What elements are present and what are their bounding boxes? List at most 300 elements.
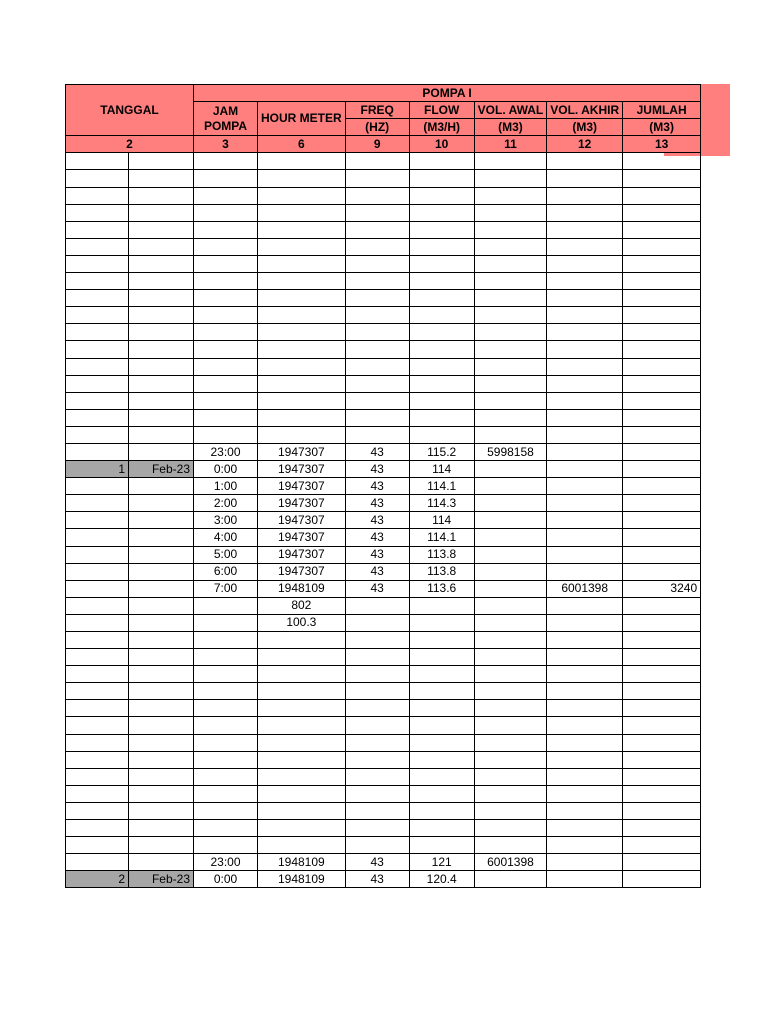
freq-cell[interactable] — [345, 255, 409, 272]
hour-meter-cell[interactable] — [258, 221, 346, 238]
hour-meter-cell[interactable] — [258, 375, 346, 392]
freq-cell[interactable] — [345, 717, 409, 734]
hour-meter-cell[interactable] — [258, 290, 346, 307]
jam-pompa-cell[interactable] — [194, 802, 258, 819]
flow-cell[interactable] — [409, 717, 474, 734]
date-cell[interactable] — [129, 700, 194, 717]
hour-meter-cell[interactable] — [258, 341, 346, 358]
row-number-cell[interactable] — [66, 187, 129, 204]
jam-pompa-cell[interactable] — [194, 649, 258, 666]
freq-cell[interactable] — [345, 837, 409, 854]
jumlah-cell[interactable] — [623, 461, 701, 478]
vol-awal-cell[interactable] — [474, 820, 547, 837]
flow-cell[interactable] — [409, 170, 474, 187]
jam-pompa-cell[interactable] — [194, 324, 258, 341]
vol-akhir-cell[interactable] — [547, 717, 623, 734]
freq-cell[interactable] — [345, 238, 409, 255]
hour-meter-cell[interactable] — [258, 153, 346, 170]
jumlah-cell[interactable] — [623, 512, 701, 529]
vol-awal-cell[interactable] — [474, 683, 547, 700]
date-cell[interactable] — [129, 529, 194, 546]
vol-akhir-cell[interactable] — [547, 221, 623, 238]
row-number-cell[interactable] — [66, 238, 129, 255]
vol-akhir-cell[interactable] — [547, 341, 623, 358]
hour-meter-cell[interactable]: 1947307 — [258, 443, 346, 460]
row-number-cell[interactable] — [66, 717, 129, 734]
date-cell[interactable] — [129, 632, 194, 649]
vol-awal-cell[interactable] — [474, 307, 547, 324]
freq-cell[interactable] — [345, 700, 409, 717]
vol-awal-cell[interactable] — [474, 666, 547, 683]
hour-meter-cell[interactable] — [258, 358, 346, 375]
vol-awal-cell[interactable] — [474, 837, 547, 854]
jam-pompa-cell[interactable] — [194, 820, 258, 837]
date-cell[interactable] — [129, 580, 194, 597]
vol-awal-cell[interactable] — [474, 512, 547, 529]
row-number-cell[interactable] — [66, 170, 129, 187]
date-cell[interactable] — [129, 204, 194, 221]
freq-cell[interactable] — [345, 204, 409, 221]
vol-awal-cell[interactable] — [474, 734, 547, 751]
freq-cell[interactable] — [345, 153, 409, 170]
flow-cell[interactable] — [409, 632, 474, 649]
hour-meter-cell[interactable]: 1947307 — [258, 512, 346, 529]
freq-cell[interactable]: 43 — [345, 854, 409, 871]
vol-awal-cell[interactable] — [474, 324, 547, 341]
row-number-cell[interactable] — [66, 563, 129, 580]
freq-cell[interactable]: 43 — [345, 871, 409, 888]
jam-pompa-cell[interactable]: 7:00 — [194, 580, 258, 597]
vol-awal-cell[interactable] — [474, 255, 547, 272]
vol-akhir-cell[interactable] — [547, 307, 623, 324]
jam-pompa-cell[interactable] — [194, 341, 258, 358]
vol-akhir-cell[interactable] — [547, 409, 623, 426]
flow-cell[interactable] — [409, 221, 474, 238]
date-cell[interactable] — [129, 563, 194, 580]
freq-cell[interactable] — [345, 785, 409, 802]
flow-cell[interactable]: 115.2 — [409, 443, 474, 460]
date-cell[interactable] — [129, 392, 194, 409]
row-number-cell[interactable] — [66, 358, 129, 375]
freq-cell[interactable] — [345, 341, 409, 358]
row-number-cell[interactable] — [66, 512, 129, 529]
vol-awal-cell[interactable] — [474, 204, 547, 221]
vol-akhir-cell[interactable] — [547, 512, 623, 529]
hour-meter-cell[interactable] — [258, 837, 346, 854]
jumlah-cell[interactable] — [623, 375, 701, 392]
jumlah-cell[interactable] — [623, 324, 701, 341]
vol-akhir-cell[interactable] — [547, 597, 623, 614]
flow-cell[interactable] — [409, 768, 474, 785]
vol-akhir-cell[interactable] — [547, 170, 623, 187]
row-number-cell[interactable] — [66, 649, 129, 666]
row-number-cell[interactable] — [66, 495, 129, 512]
row-number-cell[interactable] — [66, 768, 129, 785]
freq-cell[interactable] — [345, 187, 409, 204]
jumlah-cell[interactable] — [623, 358, 701, 375]
vol-awal-cell[interactable] — [474, 409, 547, 426]
row-number-cell[interactable] — [66, 341, 129, 358]
jam-pompa-cell[interactable] — [194, 700, 258, 717]
hour-meter-cell[interactable] — [258, 273, 346, 290]
row-number-cell[interactable] — [66, 375, 129, 392]
freq-cell[interactable] — [345, 375, 409, 392]
hour-meter-cell[interactable] — [258, 768, 346, 785]
vol-awal-cell[interactable] — [474, 478, 547, 495]
flow-cell[interactable] — [409, 273, 474, 290]
date-cell[interactable] — [129, 768, 194, 785]
hour-meter-cell[interactable] — [258, 187, 346, 204]
vol-awal-cell[interactable]: 5998158 — [474, 443, 547, 460]
flow-cell[interactable]: 114.1 — [409, 478, 474, 495]
date-cell[interactable] — [129, 290, 194, 307]
hour-meter-cell[interactable]: 1947307 — [258, 529, 346, 546]
row-number-cell[interactable] — [66, 854, 129, 871]
freq-cell[interactable] — [345, 820, 409, 837]
date-cell[interactable] — [129, 375, 194, 392]
vol-akhir-cell[interactable] — [547, 273, 623, 290]
vol-awal-cell[interactable] — [474, 290, 547, 307]
freq-cell[interactable] — [345, 683, 409, 700]
jumlah-cell[interactable] — [623, 785, 701, 802]
jumlah-cell[interactable] — [623, 700, 701, 717]
row-number-cell[interactable] — [66, 837, 129, 854]
vol-akhir-cell[interactable] — [547, 495, 623, 512]
freq-cell[interactable]: 43 — [345, 478, 409, 495]
jam-pompa-cell[interactable] — [194, 597, 258, 614]
vol-awal-cell[interactable] — [474, 358, 547, 375]
jam-pompa-cell[interactable]: 0:00 — [194, 461, 258, 478]
vol-awal-cell[interactable] — [474, 717, 547, 734]
hour-meter-cell[interactable]: 1947307 — [258, 563, 346, 580]
jumlah-cell[interactable] — [623, 495, 701, 512]
freq-cell[interactable] — [345, 170, 409, 187]
jam-pompa-cell[interactable] — [194, 734, 258, 751]
jam-pompa-cell[interactable] — [194, 632, 258, 649]
vol-awal-cell[interactable] — [474, 170, 547, 187]
flow-cell[interactable] — [409, 683, 474, 700]
jam-pompa-cell[interactable] — [194, 426, 258, 443]
vol-akhir-cell[interactable] — [547, 546, 623, 563]
jumlah-cell[interactable] — [623, 153, 701, 170]
jumlah-cell[interactable] — [623, 221, 701, 238]
jam-pompa-cell[interactable] — [194, 221, 258, 238]
freq-cell[interactable]: 43 — [345, 563, 409, 580]
date-cell[interactable] — [129, 307, 194, 324]
vol-awal-cell[interactable] — [474, 273, 547, 290]
jumlah-cell[interactable] — [623, 717, 701, 734]
jumlah-cell[interactable] — [623, 563, 701, 580]
row-number-cell[interactable] — [66, 820, 129, 837]
vol-awal-cell[interactable] — [474, 221, 547, 238]
hour-meter-cell[interactable]: 802 — [258, 597, 346, 614]
vol-akhir-cell[interactable] — [547, 392, 623, 409]
hour-meter-cell[interactable]: 1947307 — [258, 478, 346, 495]
vol-akhir-cell[interactable] — [547, 871, 623, 888]
jumlah-cell[interactable] — [623, 854, 701, 871]
jam-pompa-cell[interactable]: 3:00 — [194, 512, 258, 529]
vol-awal-cell[interactable] — [474, 563, 547, 580]
row-number-cell[interactable] — [66, 666, 129, 683]
jam-pompa-cell[interactable] — [194, 409, 258, 426]
vol-akhir-cell[interactable] — [547, 854, 623, 871]
vol-awal-cell[interactable] — [474, 632, 547, 649]
flow-cell[interactable] — [409, 700, 474, 717]
freq-cell[interactable] — [345, 802, 409, 819]
jumlah-cell[interactable] — [623, 683, 701, 700]
flow-cell[interactable] — [409, 324, 474, 341]
vol-akhir-cell[interactable] — [547, 802, 623, 819]
jam-pompa-cell[interactable] — [194, 717, 258, 734]
freq-cell[interactable] — [345, 734, 409, 751]
hour-meter-cell[interactable] — [258, 802, 346, 819]
jam-pompa-cell[interactable] — [194, 238, 258, 255]
vol-akhir-cell[interactable] — [547, 478, 623, 495]
freq-cell[interactable] — [345, 409, 409, 426]
hour-meter-cell[interactable] — [258, 734, 346, 751]
jam-pompa-cell[interactable] — [194, 392, 258, 409]
jumlah-cell[interactable] — [623, 666, 701, 683]
flow-cell[interactable]: 114 — [409, 512, 474, 529]
vol-akhir-cell[interactable]: 6001398 — [547, 580, 623, 597]
date-cell[interactable] — [129, 358, 194, 375]
vol-awal-cell[interactable] — [474, 546, 547, 563]
date-cell[interactable] — [129, 683, 194, 700]
vol-awal-cell[interactable]: 6001398 — [474, 854, 547, 871]
date-cell[interactable] — [129, 170, 194, 187]
date-cell[interactable] — [129, 751, 194, 768]
jam-pompa-cell[interactable]: 23:00 — [194, 854, 258, 871]
jumlah-cell[interactable] — [623, 204, 701, 221]
jam-pompa-cell[interactable]: 6:00 — [194, 563, 258, 580]
freq-cell[interactable] — [345, 426, 409, 443]
jumlah-cell[interactable] — [623, 871, 701, 888]
jam-pompa-cell[interactable] — [194, 768, 258, 785]
freq-cell[interactable] — [345, 768, 409, 785]
vol-akhir-cell[interactable] — [547, 238, 623, 255]
row-number-cell[interactable] — [66, 802, 129, 819]
jumlah-cell[interactable] — [623, 529, 701, 546]
flow-cell[interactable]: 113.8 — [409, 563, 474, 580]
jumlah-cell[interactable] — [623, 426, 701, 443]
row-number-cell[interactable] — [66, 273, 129, 290]
freq-cell[interactable] — [345, 273, 409, 290]
freq-cell[interactable] — [345, 614, 409, 631]
freq-cell[interactable] — [345, 307, 409, 324]
date-cell[interactable] — [129, 324, 194, 341]
vol-awal-cell[interactable] — [474, 700, 547, 717]
jumlah-cell[interactable] — [623, 443, 701, 460]
vol-akhir-cell[interactable] — [547, 768, 623, 785]
jumlah-cell[interactable] — [623, 170, 701, 187]
vol-awal-cell[interactable] — [474, 871, 547, 888]
vol-akhir-cell[interactable] — [547, 820, 623, 837]
date-cell[interactable] — [129, 409, 194, 426]
hour-meter-cell[interactable] — [258, 204, 346, 221]
row-number-cell[interactable] — [66, 307, 129, 324]
hour-meter-cell[interactable] — [258, 700, 346, 717]
freq-cell[interactable]: 43 — [345, 443, 409, 460]
vol-akhir-cell[interactable] — [547, 375, 623, 392]
vol-akhir-cell[interactable] — [547, 153, 623, 170]
hour-meter-cell[interactable] — [258, 255, 346, 272]
jumlah-cell[interactable] — [623, 734, 701, 751]
jumlah-cell[interactable] — [623, 307, 701, 324]
date-cell[interactable] — [129, 255, 194, 272]
row-number-cell[interactable] — [66, 221, 129, 238]
vol-awal-cell[interactable] — [474, 614, 547, 631]
vol-awal-cell[interactable] — [474, 153, 547, 170]
date-cell[interactable] — [129, 187, 194, 204]
jumlah-cell[interactable] — [623, 238, 701, 255]
freq-cell[interactable] — [345, 666, 409, 683]
date-cell[interactable] — [129, 649, 194, 666]
flow-cell[interactable] — [409, 409, 474, 426]
row-number-cell[interactable] — [66, 204, 129, 221]
vol-akhir-cell[interactable] — [547, 461, 623, 478]
jam-pompa-cell[interactable] — [194, 307, 258, 324]
hour-meter-cell[interactable] — [258, 409, 346, 426]
flow-cell[interactable] — [409, 238, 474, 255]
jam-pompa-cell[interactable] — [194, 614, 258, 631]
hour-meter-cell[interactable] — [258, 649, 346, 666]
date-cell[interactable] — [129, 666, 194, 683]
vol-akhir-cell[interactable] — [547, 700, 623, 717]
date-cell[interactable] — [129, 495, 194, 512]
row-number-cell[interactable] — [66, 632, 129, 649]
jam-pompa-cell[interactable] — [194, 255, 258, 272]
vol-awal-cell[interactable] — [474, 785, 547, 802]
row-number-cell[interactable] — [66, 785, 129, 802]
row-number-cell[interactable] — [66, 478, 129, 495]
hour-meter-cell[interactable] — [258, 392, 346, 409]
row-number-cell[interactable] — [66, 153, 129, 170]
date-cell[interactable] — [129, 478, 194, 495]
date-cell[interactable] — [129, 221, 194, 238]
date-cell[interactable] — [129, 820, 194, 837]
flow-cell[interactable] — [409, 153, 474, 170]
flow-cell[interactable] — [409, 751, 474, 768]
flow-cell[interactable] — [409, 785, 474, 802]
row-number-cell[interactable] — [66, 255, 129, 272]
vol-awal-cell[interactable] — [474, 649, 547, 666]
row-number-cell[interactable] — [66, 409, 129, 426]
vol-awal-cell[interactable] — [474, 375, 547, 392]
hour-meter-cell[interactable] — [258, 717, 346, 734]
jam-pompa-cell[interactable] — [194, 204, 258, 221]
jumlah-cell[interactable] — [623, 290, 701, 307]
hour-meter-cell[interactable]: 1947307 — [258, 495, 346, 512]
flow-cell[interactable] — [409, 802, 474, 819]
jam-pompa-cell[interactable]: 23:00 — [194, 443, 258, 460]
flow-cell[interactable] — [409, 734, 474, 751]
vol-awal-cell[interactable] — [474, 802, 547, 819]
vol-akhir-cell[interactable] — [547, 666, 623, 683]
flow-cell[interactable] — [409, 649, 474, 666]
vol-akhir-cell[interactable] — [547, 649, 623, 666]
freq-cell[interactable] — [345, 221, 409, 238]
freq-cell[interactable] — [345, 632, 409, 649]
date-cell[interactable] — [129, 597, 194, 614]
date-cell[interactable] — [129, 785, 194, 802]
row-number-cell[interactable] — [66, 751, 129, 768]
freq-cell[interactable]: 43 — [345, 512, 409, 529]
hour-meter-cell[interactable]: 1948109 — [258, 854, 346, 871]
flow-cell[interactable] — [409, 187, 474, 204]
date-cell[interactable]: Feb-23 — [129, 871, 194, 888]
jumlah-cell[interactable] — [623, 273, 701, 290]
row-number-cell[interactable] — [66, 614, 129, 631]
hour-meter-cell[interactable]: 100.3 — [258, 614, 346, 631]
flow-cell[interactable]: 114 — [409, 461, 474, 478]
vol-awal-cell[interactable] — [474, 580, 547, 597]
hour-meter-cell[interactable] — [258, 324, 346, 341]
flow-cell[interactable] — [409, 204, 474, 221]
vol-awal-cell[interactable] — [474, 426, 547, 443]
row-number-cell[interactable] — [66, 290, 129, 307]
vol-akhir-cell[interactable] — [547, 204, 623, 221]
jumlah-cell[interactable]: 3240 — [623, 580, 701, 597]
vol-akhir-cell[interactable] — [547, 632, 623, 649]
hour-meter-cell[interactable]: 1947307 — [258, 461, 346, 478]
jumlah-cell[interactable] — [623, 546, 701, 563]
hour-meter-cell[interactable] — [258, 820, 346, 837]
date-cell[interactable] — [129, 802, 194, 819]
vol-akhir-cell[interactable] — [547, 187, 623, 204]
flow-cell[interactable] — [409, 290, 474, 307]
row-number-cell[interactable] — [66, 426, 129, 443]
flow-cell[interactable] — [409, 597, 474, 614]
vol-akhir-cell[interactable] — [547, 443, 623, 460]
row-number-cell[interactable] — [66, 443, 129, 460]
freq-cell[interactable] — [345, 290, 409, 307]
row-number-cell[interactable] — [66, 546, 129, 563]
vol-akhir-cell[interactable] — [547, 358, 623, 375]
flow-cell[interactable] — [409, 426, 474, 443]
hour-meter-cell[interactable] — [258, 785, 346, 802]
jumlah-cell[interactable] — [623, 597, 701, 614]
freq-cell[interactable] — [345, 649, 409, 666]
jam-pompa-cell[interactable]: 4:00 — [194, 529, 258, 546]
vol-akhir-cell[interactable] — [547, 837, 623, 854]
jumlah-cell[interactable] — [623, 255, 701, 272]
jam-pompa-cell[interactable] — [194, 170, 258, 187]
jumlah-cell[interactable] — [623, 820, 701, 837]
date-cell[interactable] — [129, 734, 194, 751]
freq-cell[interactable] — [345, 392, 409, 409]
jam-pompa-cell[interactable]: 5:00 — [194, 546, 258, 563]
vol-awal-cell[interactable] — [474, 597, 547, 614]
jumlah-cell[interactable] — [623, 614, 701, 631]
hour-meter-cell[interactable]: 1948109 — [258, 580, 346, 597]
date-cell[interactable] — [129, 273, 194, 290]
date-cell[interactable] — [129, 854, 194, 871]
vol-akhir-cell[interactable] — [547, 290, 623, 307]
jam-pompa-cell[interactable] — [194, 358, 258, 375]
vol-awal-cell[interactable] — [474, 495, 547, 512]
vol-akhir-cell[interactable] — [547, 324, 623, 341]
flow-cell[interactable]: 120.4 — [409, 871, 474, 888]
row-number-cell[interactable] — [66, 597, 129, 614]
vol-akhir-cell[interactable] — [547, 785, 623, 802]
jumlah-cell[interactable] — [623, 392, 701, 409]
date-cell[interactable] — [129, 546, 194, 563]
vol-awal-cell[interactable] — [474, 751, 547, 768]
flow-cell[interactable] — [409, 341, 474, 358]
hour-meter-cell[interactable]: 1947307 — [258, 546, 346, 563]
jam-pompa-cell[interactable] — [194, 666, 258, 683]
row-number-cell[interactable] — [66, 734, 129, 751]
